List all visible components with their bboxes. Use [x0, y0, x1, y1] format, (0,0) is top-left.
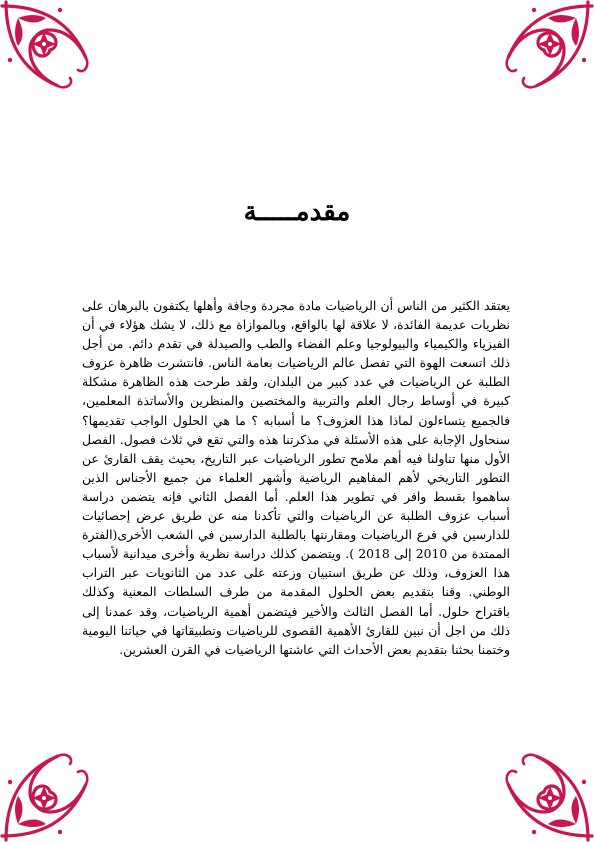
- corner-ornament-top-right: [502, 0, 594, 92]
- floral-star-icon: [502, 0, 594, 92]
- introduction-paragraph: يعتقد الكثير من الناس أن الرياضيات مادة مجردة وجافة وأهلها يكتفون بالبرهان على نظريات عديمة الفائدة، لا علاقة لها بالواقع، وبالموازاة مع ذلك، لا يشك هؤلاء في أن الفيزياء والكيمياء والبيولوجيا وعلم الفضاء والطب والصيدلة في تقدم دائم. من أجل ذلك اتسعت الهوة التي تفصل عالم الرياضيات بعامة الناس. فانتشرت ظاهرة عزوف الطلبة عن الرياضيات في عدد كبير من البلدان، ولقد طرحت هذه الظاهرة مشكلة كبيرة في أوساط رجال العلم والتربية والمختصين والمنظرين والأساتذة المعلمين، فالجميع يتساءلون لماذا هذا العزوف؟ ما أسبابه ؟ ما هي الحلول الواجب تقديمها؟ سنحاول الإجابة على هذه الأسئلة في مذكرتنا هذه والتي تقع في ثلاث فصول. الفصل الأول منها تناولنا فيه أهم ملامح تطور الرياضيات عبر التاريخ، بحيث يقف القارئ عن التطور التاريخي لأهم المفاهيم الرياضية وأشهر العلماء من جميع الأجناس الذين ساهموا بقسط وافر في تطوير هذا العلم. أما الفصل الثاني فإنه يتضمن دراسة أسباب عزوف الطلبة عن الرياضيات والتي تأكدنا منه عن طريق عرض إحصائيات للدارسين في فرع الرياضيات ومقارنتها بالطلبة الدارسين في الشعب الأخرى(الفترة الممتدة من 2010 إلى 2018 ). ويتضمن كذلك دراسة نظرية وأخرى ميدانية لأسباب هذا العزوف، وذلك عن طريق استبيان وزعته على عدد من الثانويات عبر التراب الوطني. وقنا بتقديم بعض الحلول المقدمة من طرف السلطات المعنية وكذلك باقتراح حلول. أما الفصل الثالث والأخير فيتضمن أهمية الرياضيات، وقد عمدنا إلى ذلك من اجل أن نبين للقارئ الأهمية القصوى للرياضيات وتطبيقاتها في حياتنا اليومية وختمنا بحثنا بتقديم بعض الأحداث التي عاشتها الرياضيات في القرن العشرين.: [82, 298, 510, 657]
- floral-star-icon: [0, 0, 92, 92]
- floral-star-icon: [502, 750, 594, 842]
- corner-ornament-top-left: [0, 0, 92, 92]
- page-title: مقدمـــــة: [243, 197, 351, 228]
- corner-ornament-bottom-right: [502, 750, 594, 842]
- corner-ornament-bottom-left: [0, 750, 92, 842]
- floral-star-icon: [0, 750, 92, 842]
